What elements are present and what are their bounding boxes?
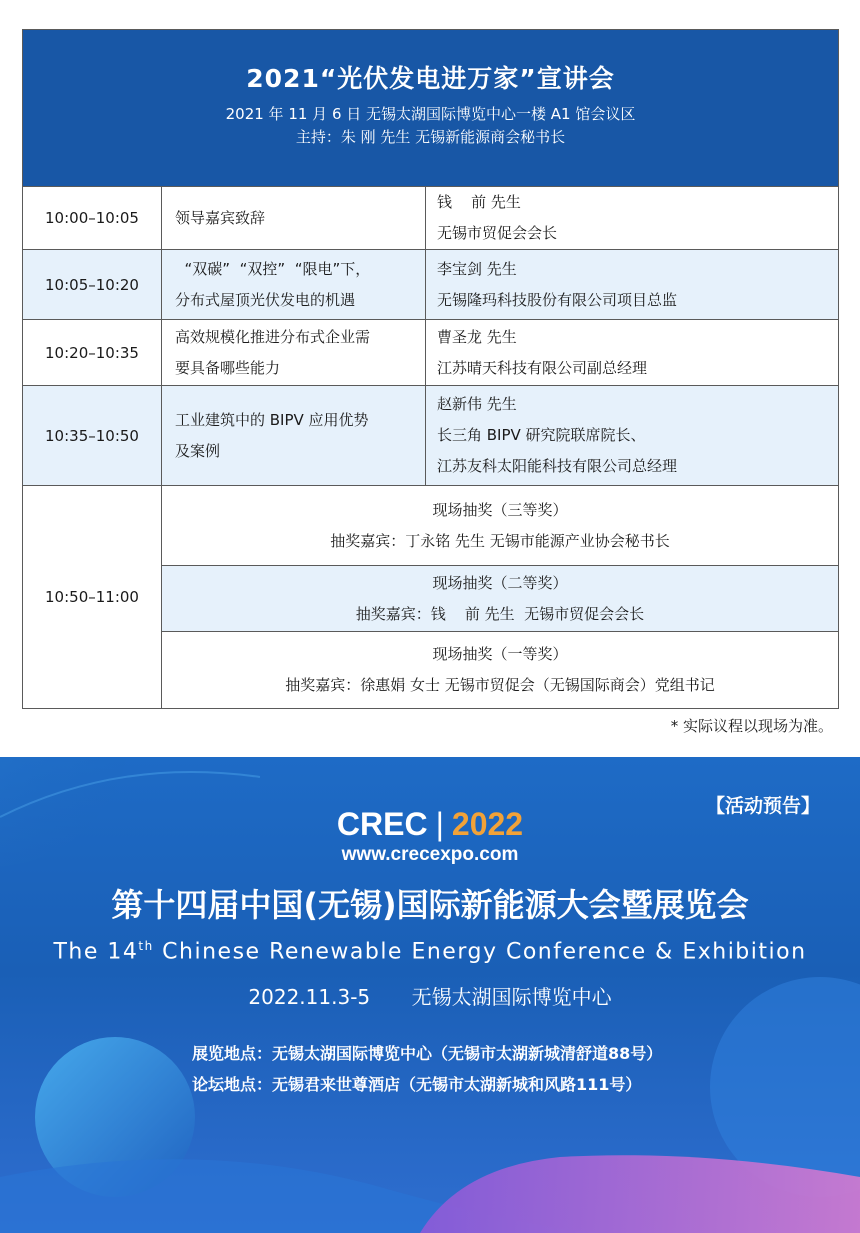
topic-cell [162, 250, 426, 319]
speaker-cell [426, 250, 838, 319]
lottery-item [162, 486, 838, 566]
event-title-cn: 第十四届中国(无锡)国际新能源大会暨展览会 [111, 886, 749, 924]
speaker-name: 曹圣龙 先生 [437, 327, 517, 346]
preview-tag: 【活动预告】 [705, 795, 820, 817]
time-cell: 10:00–10:05 [23, 187, 162, 249]
speaker-name: 赵新伟 先生 [437, 395, 517, 413]
agenda-row-lottery [23, 486, 838, 708]
agenda-host: 主持：朱 刚 先生 无锡新能源商会秘书长 [295, 128, 566, 146]
lottery-group [162, 486, 838, 708]
lottery-title: 现场抽奖（三等奖） [432, 500, 568, 519]
speaker-name: 钱 前 先生 [437, 193, 521, 211]
topic-line: 领导嘉宾致辞 [175, 208, 266, 227]
topic-line: 要具备哪些能力 [175, 358, 281, 377]
topic-line: 工业建筑中的 BIPV 应用优势 [175, 410, 369, 429]
logo-text: CREC [336, 806, 428, 842]
time-cell: 10:20–10:35 [23, 320, 162, 385]
time-cell: 10:05–10:20 [23, 250, 162, 319]
speaker-cell [426, 320, 838, 385]
agenda-table [22, 29, 839, 709]
agenda-note: * 实际议程以现场为准。 [670, 717, 833, 735]
lottery-guest: 抽奖嘉宾：徐惠娟 女士 无锡市贸促会（无锡国际商会）党组书记 [285, 676, 715, 694]
agenda-row [23, 250, 838, 320]
topic-line: 分布式屋顶光伏发电的机遇 [175, 290, 356, 309]
speaker-cell [426, 386, 838, 485]
website-url[interactable]: www.crecexpo.com [341, 844, 519, 865]
lottery-item [162, 632, 838, 708]
title-en-pre: The 14 [53, 939, 139, 965]
topic-line: 及案例 [175, 441, 221, 460]
speaker-title: 江苏晴天科技有限公司副总经理 [437, 358, 648, 377]
agenda-row [23, 386, 838, 486]
speaker-name: 李宝剑 先生 [437, 259, 517, 278]
speaker-cell [426, 187, 838, 249]
logo-separator: | [435, 806, 444, 842]
agenda-header [23, 30, 838, 187]
topic-cell [162, 320, 426, 385]
topic-cell [162, 386, 426, 485]
topic-line: 高效规模化推进分布式企业需 [175, 327, 371, 346]
lottery-title: 现场抽奖（二等奖） [432, 573, 568, 592]
forum-location: 论坛地点：无锡君来世尊酒店（无锡市太湖新城和风路111号） [192, 1075, 642, 1094]
agenda-row [23, 187, 838, 250]
speaker-title: 江苏友科太阳能科技有限公司总经理 [437, 457, 678, 475]
deco-wave-pink [420, 1155, 860, 1233]
topic-line: “双碳” “双控” “限电”下， [175, 259, 371, 278]
topic-cell [162, 187, 426, 249]
speaker-title: 长三角 BIPV 研究院联席院长、 [437, 426, 646, 444]
exhibit-location: 展览地点：无锡太湖国际博览中心（无锡市太湖新城清舒道88号） [192, 1044, 663, 1063]
title-en-sup: th [138, 939, 154, 953]
event-date-venue: 2022.11.3-5 无锡太湖国际博览中心 [248, 985, 612, 1009]
event-banner [0, 757, 860, 1233]
logo-year: 2022 [451, 806, 524, 842]
lottery-guest: 抽奖嘉宾：丁永铭 先生 无锡市能源产业协会秘书长 [330, 531, 670, 550]
agenda-title: 2021“光伏发电进万家”宣讲会 [246, 64, 615, 93]
title-en-post: Chinese Renewable Energy Conference & Exhibition [153, 939, 807, 965]
lottery-title: 现场抽奖（一等奖） [432, 645, 568, 663]
lottery-item [162, 566, 838, 632]
crec-logo [0, 804, 860, 844]
event-title-en [0, 931, 860, 967]
agenda-date-place: 2021 年 11 月 6 日 无锡太湖国际博览中心一楼 A1 馆会议区 [225, 105, 636, 123]
time-cell: 10:35–10:50 [23, 386, 162, 485]
lottery-guest: 抽奖嘉宾：钱 前 先生 无锡市贸促会会长 [355, 604, 645, 623]
agenda-row [23, 320, 838, 386]
speaker-title: 无锡隆玛科技股份有限公司项目总监 [437, 290, 678, 309]
speaker-title: 无锡市贸促会会长 [437, 224, 558, 242]
time-cell: 10:50–11:00 [23, 486, 162, 708]
